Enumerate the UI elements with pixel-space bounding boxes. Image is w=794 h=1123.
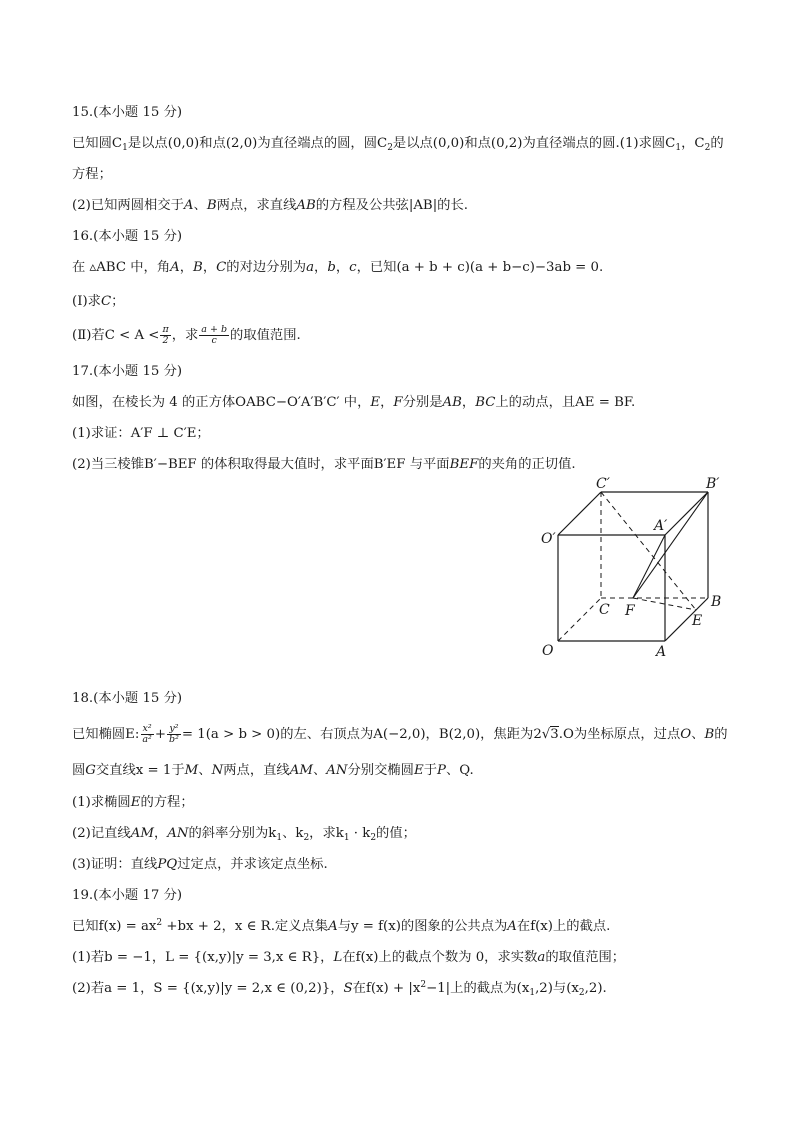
label-a-prime: A′	[654, 518, 668, 534]
q18-header: 18.(本小题 15 分)	[72, 691, 183, 706]
q15-line3: (2)已知两圆相交于A、B两点，求直线AB的方程及公共弦|AB|的长.	[72, 198, 468, 213]
a-plus-b-over-c-fraction: $\frac{a + b}{c}$	[201, 324, 228, 346]
q18-line4: (2)记直线AM，AN的斜率分别为$k_1$、$k_2$，求$k_1 \cdot k_2$的值；	[72, 826, 416, 843]
segment-Bprime-F	[633, 492, 708, 598]
hidden-edge-O-C	[558, 598, 601, 641]
label-b: B	[711, 594, 722, 610]
q18-line1: 已知椭圆E: $\frac{\text{x²}}{\text{a²}}$ + $\frac{\text{y²}}{\text{b²}}$ = 1(a > b > 0)的左、右顶点为A(−2,0)，B(2,0)，焦距为2√3.O为坐标原点，过点O、B的	[72, 723, 728, 745]
q16-line2: (Ⅰ)求C；	[72, 294, 125, 309]
label-o: O	[542, 643, 554, 659]
label-b-prime: B′	[706, 476, 720, 492]
edge-Oprime-Cprime	[558, 492, 601, 535]
edge-Bprime-Aprime	[665, 492, 708, 535]
q18-line3: (1)求椭圆E的方程；	[72, 795, 194, 810]
q16-line3: (Ⅱ)若C < A < $\frac{\pi}{2}$ ，求 $\frac{a + b}{c}$ 的取值范围.	[72, 324, 301, 346]
x2-over-a2-fraction: $\frac{\text{x²}}{\text{a²}}$	[142, 723, 152, 745]
cube-figure	[528, 474, 742, 664]
q15-header: 15.(本小题 15 分)	[72, 105, 183, 120]
q17-header: 17.(本小题 15 分)	[72, 364, 183, 379]
sqrt-sign: √	[541, 727, 551, 742]
label-c: C	[599, 602, 610, 618]
q15-line2: 方程；	[72, 167, 112, 182]
q19-line3: (2)若a = 1，S = {(x,y)|y = 2,x ∈ (0,2)}，S在$f(x) + |x^2-1|$上的截点为$(x_1,2)$与$(x_2,2)$.	[72, 980, 607, 998]
q18-line5: (3)证明：直线PQ过定点，并求该定点坐标.	[72, 857, 328, 872]
label-o-prime: O′	[541, 531, 556, 547]
q16-line1: 在 ▵ABC 中，角A，B，C的对边分别为a，b，c，已知(a + b + c)(a + b−c)−3ab = 0.	[72, 260, 604, 275]
q19-line1: 已知$f(x) = ax^2 +bx + 2$，x ∈ R.定义点集A与y = f(x)的图象的公共点为A在f(x)上的截点.	[72, 918, 611, 934]
segment-Cprime-E	[601, 492, 696, 610]
y2-over-b2-fraction: $\frac{\text{y²}}{\text{b²}}$	[169, 723, 179, 745]
segment-Aprime-F	[633, 535, 665, 598]
label-a: A	[656, 644, 667, 660]
q15-line1: 已知圆$C_1$是以点(0,0)和点(2,0)为直径端点的圆，圆$C_2$是以点(0,0)和点(0,2)为直径端点的圆.(1)求圆$C_1$，$C_2$的	[72, 136, 724, 153]
q17-line1: 如图，在棱长为 4 的正方体OABC−O′A′B′C′ 中，E，F分别是AB，BC上的动点，且AE = BF.	[72, 395, 636, 410]
label-e: E	[692, 613, 703, 629]
q16-header: 16.(本小题 15 分)	[72, 229, 183, 244]
label-c-prime: C′	[596, 476, 610, 492]
q17-line3: (2)当三棱锥B′−BEF 的体积取得最大值时，求平面B′EF 与平面BEF的夹角的正切值.	[72, 457, 576, 472]
q18-line2: 圆G交直线x = 1于M、N两点，直线AM、AN分别交椭圆E于P、Q.	[72, 763, 474, 778]
q17-line2: (1)求证：A′F ⊥ C′E；	[72, 426, 210, 441]
label-f: F	[625, 603, 635, 619]
pi-over-2-fraction: $\frac{\pi}{2}$	[162, 324, 169, 346]
q19-line2: (1)若b = −1，L = {(x,y)|y = 3,x ∈ R}，L在f(x)上的截点个数为 0，求实数a的取值范围；	[72, 950, 626, 965]
q19-header: 19.(本小题 17 分)	[72, 888, 183, 903]
